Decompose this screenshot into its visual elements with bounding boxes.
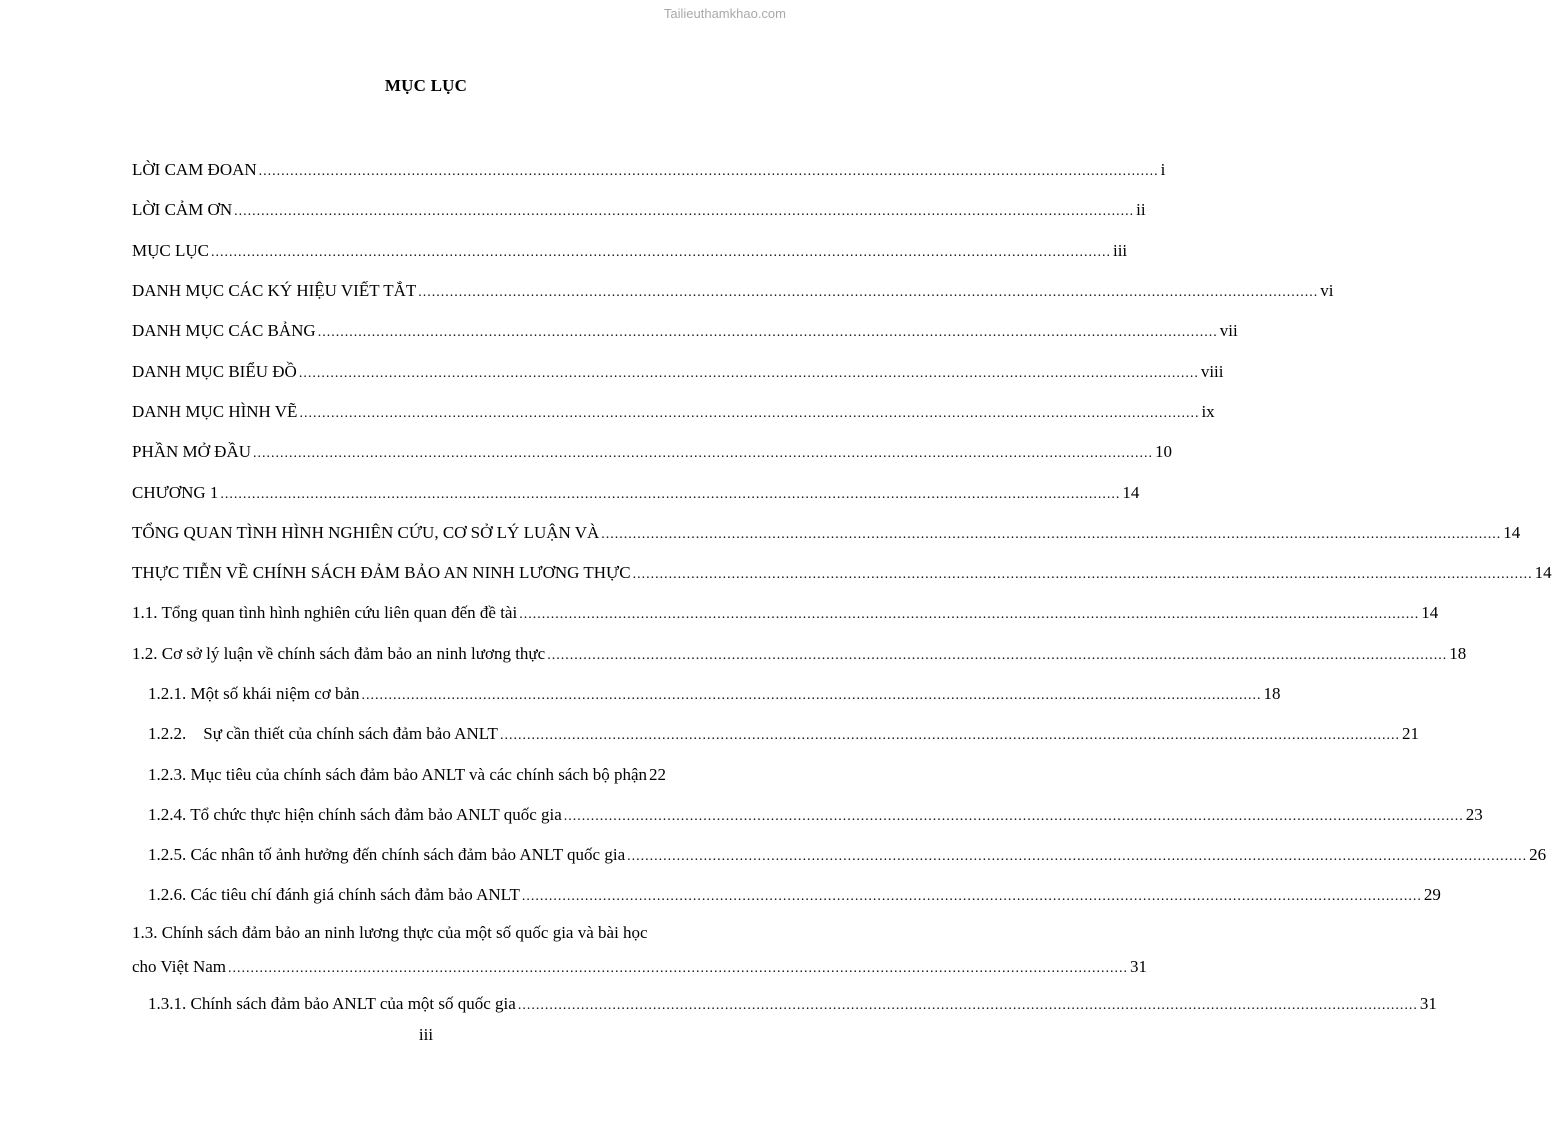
toc-entry-text: CHƯƠNG 1 xyxy=(132,482,219,502)
toc-entry-text: 1.2.3. Mục tiêu của chính sách đảm bảo ANLT và các chính sách bộ phận xyxy=(148,764,648,784)
toc-entry-page: ii xyxy=(1136,200,1146,220)
toc-entry-page: 14 xyxy=(1122,482,1140,502)
leader-dots: ........................................................................................................................................................................................................ xyxy=(258,164,1159,180)
leader-dots: ........................................................................................................................................................................................................ xyxy=(517,997,1418,1013)
toc-entry-text: 1.2.5. Các nhân tố ảnh hưởng đến chính sách đảm bảo ANLT quốc gia xyxy=(148,845,626,865)
toc-entry-page: 23 xyxy=(1465,804,1483,824)
toc-entry-text: 1.3.1. Chính sách đảm bảo ANLT của một số quốc gia xyxy=(148,993,516,1013)
leader-dots: ........................................................................................................................................................................................................ xyxy=(228,960,1129,976)
toc-entry-page: 31 xyxy=(1130,956,1148,976)
toc-entry-text: LỜI CẢM ƠN xyxy=(132,200,233,220)
leader-dots: ........................................................................................................................................................................................................ xyxy=(418,285,1319,301)
toc-entry-page: 26 xyxy=(1529,845,1547,865)
leader-dots: ........................................................................................................................................................................................................ xyxy=(317,325,1218,341)
leader-dots: ........................................................................................................................................................................................................ xyxy=(210,244,1111,260)
toc-entry xyxy=(132,875,1441,915)
toc-entry-text: DANH MỤC CÁC KÝ HIỆU VIẾT TẮT xyxy=(132,281,417,301)
toc-entry-page: 14 xyxy=(1534,563,1552,583)
toc-entry-text: DANH MỤC BIỂU ĐỒ xyxy=(132,361,297,381)
toc-entry xyxy=(132,984,1437,1024)
toc-entry xyxy=(132,351,1224,391)
toc-entry xyxy=(132,231,1128,271)
leader-dots: ........................................................................................................................................................................................................ xyxy=(499,728,1400,744)
toc-entry-text: LỜI CAM ĐOAN xyxy=(132,160,257,180)
toc-entry xyxy=(132,754,719,794)
leader-dots: ........................................................................................................................................................................................................ xyxy=(299,405,1200,421)
toc-entry-text: 1.2. Cơ sở lý luận về chính sách đảm bảo an ninh lương thực xyxy=(132,643,546,663)
toc-entry xyxy=(132,634,1467,674)
leader-dots: ........................................................................................................................................................................................................ xyxy=(519,607,1420,623)
toc-entry-page: 14 xyxy=(1503,522,1521,542)
leader-dots: ........................................................................................................................................................................................................ xyxy=(521,889,1422,905)
toc-entry xyxy=(132,271,1334,311)
toc-entry-page: 18 xyxy=(1449,643,1467,663)
toc-entry-text: 1.2.6. Các tiêu chí đánh giá chính sách đảm bảo ANLT xyxy=(148,885,520,905)
leader-dots: ........................................................................................................................................................................................................ xyxy=(234,204,1135,220)
toc-entry-page: ix xyxy=(1201,401,1215,421)
leader-dots: ........................................................................................................................................................................................................ xyxy=(298,365,1199,381)
page-title: MỤC LỤC xyxy=(384,76,468,95)
leader-dots: ........................................................................................................................................................................................................ xyxy=(361,688,1262,703)
toc-entry-page: vii xyxy=(1219,321,1238,341)
toc-entry-page: 10 xyxy=(1155,442,1173,462)
table-of-contents xyxy=(132,150,1552,1024)
leader-dots: ........................................................................................................................................................................................................ xyxy=(563,808,1464,824)
toc-entry-text: 1.2.1. Một số khái niệm cơ bản xyxy=(148,684,360,703)
toc-entry xyxy=(132,593,1439,633)
toc-entry xyxy=(132,714,1419,754)
toc-entry-page: 29 xyxy=(1423,885,1441,905)
toc-entry-text: 1.2.4. Tổ chức thực hiện chính sách đảm bảo ANLT quốc gia xyxy=(148,804,562,824)
toc-entry-page: 21 xyxy=(1401,724,1419,744)
toc-entry-text: TỔNG QUAN TÌNH HÌNH NGHIÊN CỨU, CƠ SỞ LÝ LUẬN VÀ xyxy=(132,522,600,542)
leader-dots: ........................................................................................................................................................................................................ xyxy=(547,647,1448,663)
leader-dots: ........................................................................................................................................................................................................ xyxy=(601,526,1502,542)
toc-entry xyxy=(132,432,1173,472)
toc-entry xyxy=(132,674,1281,714)
toc-entry xyxy=(132,916,1148,984)
toc-entry-page: 14 xyxy=(1421,603,1439,623)
toc-entry-text: 1.2.2. Sự cần thiết của chính sách đảm bảo ANLT xyxy=(148,724,498,744)
toc-entry-page: viii xyxy=(1200,361,1224,381)
toc-entry xyxy=(132,553,1552,593)
toc-entry xyxy=(132,795,1483,835)
leader-dots: ........................................................................................................................................................................................................ xyxy=(220,486,1121,502)
toc-entry-text: THỰC TIỄN VỀ CHÍNH SÁCH ĐẢM BẢO AN NINH LƯƠNG THỰC xyxy=(132,563,631,583)
toc-entry-text: 1.3. Chính sách đảm bảo an ninh lương thực của một số quốc gia và bài học xyxy=(132,922,648,942)
leader-dots: ........................................................................................................................................................................................................ xyxy=(632,567,1533,583)
watermark: Tailieuthamkhao.com xyxy=(663,6,786,21)
toc-entry-text: DANH MỤC CÁC BẢNG xyxy=(132,321,316,341)
toc-entry xyxy=(132,392,1215,432)
toc-entry xyxy=(132,835,1547,875)
toc-entry-page: iii xyxy=(1112,240,1128,260)
toc-entry-page: vi xyxy=(1320,281,1334,301)
toc-entry xyxy=(132,150,1166,190)
toc-entry-text-continued: cho Việt Nam xyxy=(132,956,227,976)
toc-entry xyxy=(132,311,1238,351)
toc-entry-page: 18 xyxy=(1263,684,1281,703)
toc-entry-text: 1.1. Tổng quan tình hình nghiên cứu liên quan đến đề tài xyxy=(132,603,518,623)
toc-entry-page: i xyxy=(1160,160,1166,180)
leader-dots: ........................................................................................................................................................................................................ xyxy=(253,446,1154,462)
toc-entry-text: MỤC LỤC xyxy=(132,240,209,260)
toc-entry-page: 22 xyxy=(649,764,667,784)
toc-entry-page: 31 xyxy=(1419,993,1437,1013)
toc-entry xyxy=(132,190,1146,230)
page-number: iii xyxy=(418,1025,434,1044)
leader-dots: ........................................................................................................................................................................................................ xyxy=(627,849,1528,865)
toc-entry xyxy=(132,513,1521,553)
toc-entry xyxy=(132,472,1140,512)
toc-entry-text: DANH MỤC HÌNH VẼ xyxy=(132,401,298,421)
toc-entry-text: PHẦN MỞ ĐẦU xyxy=(132,442,252,462)
